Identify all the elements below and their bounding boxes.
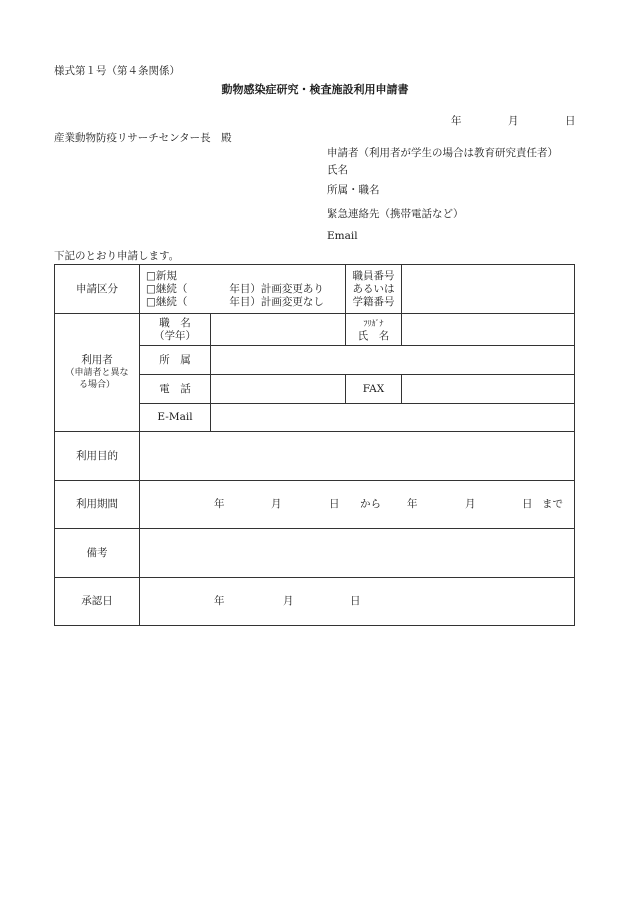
period-from-label: から <box>360 497 381 510</box>
date-year-label: 年 <box>451 115 462 127</box>
user-label-cell <box>55 314 140 432</box>
name-label-cell <box>346 314 402 346</box>
option-new[interactable]: □新規 <box>146 269 177 282</box>
applicant-heading: 申請者（利用者が学生の場合は教育研究責任者） <box>327 147 558 159</box>
applicant-email-label: Email <box>327 230 358 242</box>
period-to-day: 日 <box>522 497 533 510</box>
user-name-field[interactable] <box>402 314 575 346</box>
staff-number-line2: あるいは <box>352 282 395 295</box>
period-from-year: 年 <box>214 497 225 510</box>
remarks-row <box>55 529 575 578</box>
option-continue-changed[interactable]: □継続（ 年目）計画変更あり <box>146 282 324 295</box>
applicant-emergency-label: 緊急連絡先（携帯電話など） <box>327 208 464 220</box>
staff-number-label <box>346 265 402 314</box>
remarks-field[interactable] <box>140 529 575 578</box>
email-label: E-Mail <box>140 404 211 432</box>
category-options <box>140 265 346 314</box>
user-note-line2: る場合） <box>78 380 115 390</box>
period-to-label: まで <box>542 497 563 510</box>
category-row <box>55 265 575 314</box>
fax-field[interactable] <box>402 375 575 404</box>
furigana-label: ﾌﾘｶﾞﾅ <box>363 318 384 328</box>
user-note-line1: （申請者と異な <box>65 368 129 378</box>
period-row <box>55 481 575 529</box>
addressee: 産業動物防疫リサーチセンター長 殿 <box>54 132 232 144</box>
period-label: 利用期間 <box>55 481 140 529</box>
approval-field[interactable] <box>140 578 575 626</box>
period-to-year: 年 <box>407 497 418 510</box>
position-line1: 職 名 <box>159 316 191 329</box>
form-number: 様式第１号（第４条関係） <box>54 65 180 77</box>
approval-year: 年 <box>214 594 225 607</box>
staff-number-field[interactable] <box>402 265 575 314</box>
purpose-label: 利用目的 <box>55 432 140 481</box>
approval-row <box>55 578 575 626</box>
approval-label: 承認日 <box>55 578 140 626</box>
intro-text: 下記のとおり申請します。 <box>54 250 180 262</box>
user-label: 利用者 <box>81 354 113 366</box>
fax-label: FAX <box>346 375 402 404</box>
date-day-label: 日 <box>565 115 576 127</box>
position-line2: （学年） <box>154 329 196 342</box>
application-table <box>54 264 575 626</box>
staff-number-line1: 職員番号 <box>352 269 395 282</box>
form-title: 動物感染症研究・検査施設利用申請書 <box>221 83 409 96</box>
approval-day: 日 <box>350 594 361 607</box>
category-label: 申請区分 <box>55 265 140 314</box>
user-name-label: 氏 名 <box>357 329 390 342</box>
phone-field[interactable] <box>211 375 346 404</box>
department-label: 所 属 <box>140 346 211 375</box>
staff-number-line3: 学籍番号 <box>352 295 395 308</box>
position-row <box>55 314 575 346</box>
position-field[interactable] <box>211 314 346 346</box>
option-continue-unchanged[interactable]: □継続（ 年目）計画変更なし <box>146 295 324 308</box>
position-label <box>140 314 211 346</box>
applicant-affiliation-label: 所属・職名 <box>327 184 380 196</box>
applicant-name-label: 氏名 <box>327 164 348 176</box>
remarks-label: 備考 <box>55 529 140 578</box>
phone-label: 電 話 <box>140 375 211 404</box>
email-field[interactable] <box>211 404 575 432</box>
period-from-day: 日 <box>329 497 340 510</box>
date-month-label: 月 <box>508 115 519 127</box>
approval-month: 月 <box>283 594 294 607</box>
purpose-row <box>55 432 575 481</box>
period-from-month: 月 <box>271 497 282 510</box>
period-field[interactable] <box>140 481 575 529</box>
department-field[interactable] <box>211 346 575 375</box>
period-to-month: 月 <box>465 497 476 510</box>
purpose-field[interactable] <box>140 432 575 481</box>
